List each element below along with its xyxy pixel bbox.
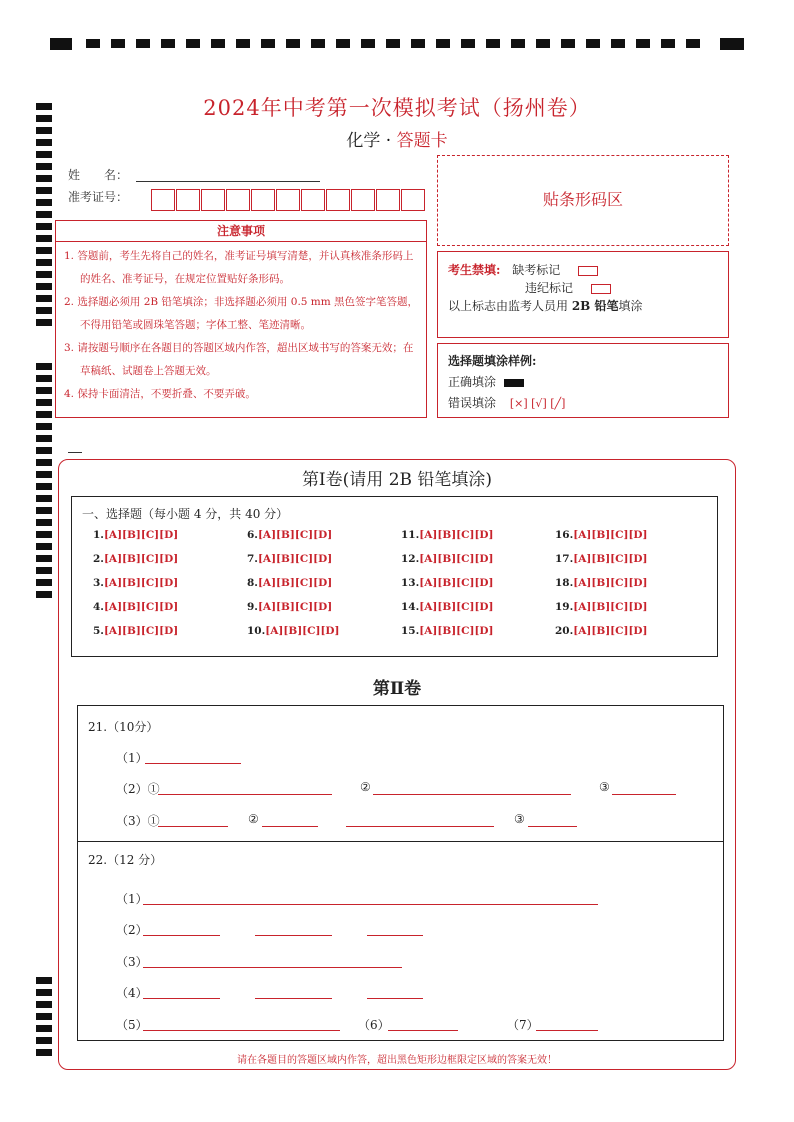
mc-question[interactable]: 13.[A][B][C][D] bbox=[401, 577, 494, 589]
q21-s2-label: （2）① bbox=[116, 782, 160, 796]
barcode-area bbox=[437, 155, 729, 246]
subject: 化学 bbox=[346, 131, 381, 151]
q21-s2-circle2: ② bbox=[360, 780, 371, 794]
q22-s4-answer-2[interactable] bbox=[255, 998, 332, 999]
q21-s2-answer-1[interactable] bbox=[158, 794, 332, 795]
wrong-fill-label: 错误填涂 bbox=[448, 396, 497, 410]
id-digit-box[interactable] bbox=[151, 189, 175, 211]
mc-question[interactable]: 6.[A][B][C][D] bbox=[247, 529, 333, 541]
violation-label: 违纪标记 bbox=[525, 281, 574, 295]
q21-s3-circle3: ③ bbox=[514, 812, 525, 826]
q22-s6-answer[interactable] bbox=[388, 1030, 458, 1031]
mc-question[interactable]: 9.[A][B][C][D] bbox=[247, 601, 333, 613]
mc-question[interactable]: 10.[A][B][C][D] bbox=[247, 625, 340, 637]
part1-title: 第Ⅰ卷(请用 2B 铅笔填涂) bbox=[301, 470, 493, 490]
q21-s2-circle3: ③ bbox=[599, 780, 610, 794]
q21-s3-label: （3）① bbox=[116, 814, 160, 828]
id-label: 准考证号： bbox=[68, 190, 129, 204]
q21-box bbox=[77, 705, 724, 842]
fill-example-heading: 选择题填涂样例: bbox=[448, 354, 537, 368]
q21-s3-answer-3[interactable] bbox=[346, 826, 494, 827]
q22-box bbox=[77, 841, 724, 1041]
footer-note: 请在各题目的答题区域内作答，超出黑色矩形边框限定区域的答案无效！ bbox=[237, 1055, 557, 1066]
id-digit-box[interactable] bbox=[301, 189, 325, 211]
name-label: 姓 名： bbox=[68, 168, 129, 182]
prohibited-box bbox=[437, 251, 729, 338]
mc-section-label: 一、选择题（每小题 4 分，共 40 分） bbox=[82, 507, 289, 521]
mc-question[interactable]: 3.[A][B][C][D] bbox=[93, 577, 179, 589]
absent-label: 缺考标记 bbox=[512, 263, 561, 277]
q21-s3-answer-2[interactable] bbox=[262, 826, 318, 827]
q22-s4-answer-1[interactable] bbox=[143, 998, 220, 999]
q21-s1-answer[interactable] bbox=[145, 763, 241, 764]
q22-s6-label: （6） bbox=[358, 1018, 390, 1032]
part2-title: 第Ⅱ卷 bbox=[372, 679, 422, 699]
mc-question[interactable]: 17.[A][B][C][D] bbox=[555, 553, 648, 565]
mc-question[interactable]: 18.[A][B][C][D] bbox=[555, 577, 648, 589]
mc-question[interactable]: 12.[A][B][C][D] bbox=[401, 553, 494, 565]
q22-s2-answer-1[interactable] bbox=[143, 935, 220, 936]
q22-s7-label: （7） bbox=[507, 1018, 539, 1032]
subtitle-dot: · bbox=[385, 131, 392, 151]
mc-question[interactable]: 2.[A][B][C][D] bbox=[93, 553, 179, 565]
correct-fill-sample bbox=[504, 379, 524, 387]
q22-s2-answer-3[interactable] bbox=[367, 935, 423, 936]
mc-question[interactable]: 1.[A][B][C][D] bbox=[93, 529, 179, 541]
id-digit-box[interactable] bbox=[351, 189, 375, 211]
id-digit-box[interactable] bbox=[276, 189, 300, 211]
q21-label: 21.（10分） bbox=[88, 720, 159, 734]
q22-s3-answer[interactable] bbox=[143, 967, 402, 968]
divider-dash bbox=[68, 452, 82, 453]
mc-question[interactable]: 15.[A][B][C][D] bbox=[401, 625, 494, 637]
q21-s3-answer-4[interactable] bbox=[528, 826, 577, 827]
q21-s1-label: （1） bbox=[116, 751, 148, 765]
card-label: 答题卡 bbox=[396, 131, 448, 151]
mc-question[interactable]: 14.[A][B][C][D] bbox=[401, 601, 494, 613]
card-subtitle bbox=[0, 126, 794, 151]
id-digit-box[interactable] bbox=[226, 189, 250, 211]
notice-item: 1. 答题前，考生先将自己的姓名，准考证号填写清楚，并认真核准条形码上的姓名、准考证号，在规定位置贴好条形码。 bbox=[64, 250, 414, 285]
fill-example-box bbox=[437, 343, 729, 418]
prohibited-label: 考生禁填: bbox=[448, 263, 501, 277]
q22-s3-label: （3） bbox=[116, 955, 148, 969]
q22-s2-answer-2[interactable] bbox=[255, 935, 332, 936]
id-digit-box[interactable] bbox=[401, 189, 425, 211]
mc-question[interactable]: 7.[A][B][C][D] bbox=[247, 553, 333, 565]
notice-item: 4. 保持卡面清洁，不要折叠、不要弄破。 bbox=[64, 388, 256, 400]
id-digit-box[interactable] bbox=[251, 189, 275, 211]
q21-s2-answer-2[interactable] bbox=[373, 794, 571, 795]
mc-question[interactable]: 11.[A][B][C][D] bbox=[401, 529, 494, 541]
id-boxes[interactable] bbox=[151, 189, 426, 211]
notice-box bbox=[55, 220, 427, 418]
prohibited-note: 以上标志由监考人员用 2B 铅笔填涂 bbox=[448, 299, 643, 313]
q22-s1-answer[interactable] bbox=[143, 904, 598, 905]
notice-item: 3. 请按题号顺序在各题目的答题区域内作答，超出区域书写的答案无效；在草稿纸、试题卷上答题无效。 bbox=[64, 342, 414, 377]
mc-question[interactable]: 8.[A][B][C][D] bbox=[247, 577, 333, 589]
q22-s5-label: （5） bbox=[116, 1018, 148, 1032]
q22-s5-answer[interactable] bbox=[143, 1030, 340, 1031]
notice-heading: 注意事项 bbox=[56, 221, 426, 242]
exam-title: 2024年中考第一次模拟考试（扬州卷） bbox=[203, 96, 591, 120]
q22-s4-answer-3[interactable] bbox=[367, 998, 423, 999]
q22-s7-answer[interactable] bbox=[536, 1030, 598, 1031]
mc-question[interactable]: 19.[A][B][C][D] bbox=[555, 601, 648, 613]
mc-question[interactable]: 5.[A][B][C][D] bbox=[93, 625, 179, 637]
mc-question[interactable]: 20.[A][B][C][D] bbox=[555, 625, 648, 637]
notice-item: 2. 选择题必须用 2B 铅笔填涂；非选择题必须用 0.5 mm 黑色签字笔答题，不得用铅笔或圆珠笔答题；字体工整、笔迹清晰。 bbox=[64, 296, 419, 331]
q22-s2-label: （2） bbox=[116, 923, 148, 937]
mc-question[interactable]: 4.[A][B][C][D] bbox=[93, 601, 179, 613]
q22-s1-label: （1） bbox=[116, 892, 148, 906]
id-digit-box[interactable] bbox=[376, 189, 400, 211]
q21-s3-answer-1[interactable] bbox=[158, 826, 228, 827]
barcode-label: 贴条形码区 bbox=[542, 190, 623, 209]
correct-fill-label: 正确填涂 bbox=[448, 375, 497, 389]
wrong-fill-samples: [×] [√] [╱] bbox=[509, 397, 566, 410]
absent-mark-box[interactable] bbox=[578, 266, 598, 276]
q22-s4-label: （4） bbox=[116, 986, 148, 1000]
violation-mark-box[interactable] bbox=[591, 284, 611, 294]
name-field[interactable] bbox=[136, 166, 320, 182]
q21-s2-answer-3[interactable] bbox=[612, 794, 676, 795]
mc-question[interactable]: 16.[A][B][C][D] bbox=[555, 529, 648, 541]
id-digit-box[interactable] bbox=[176, 189, 200, 211]
id-digit-box[interactable] bbox=[326, 189, 350, 211]
id-digit-box[interactable] bbox=[201, 189, 225, 211]
q21-s3-circle2: ② bbox=[248, 812, 259, 826]
q22-label: 22.（12 分） bbox=[88, 853, 163, 867]
